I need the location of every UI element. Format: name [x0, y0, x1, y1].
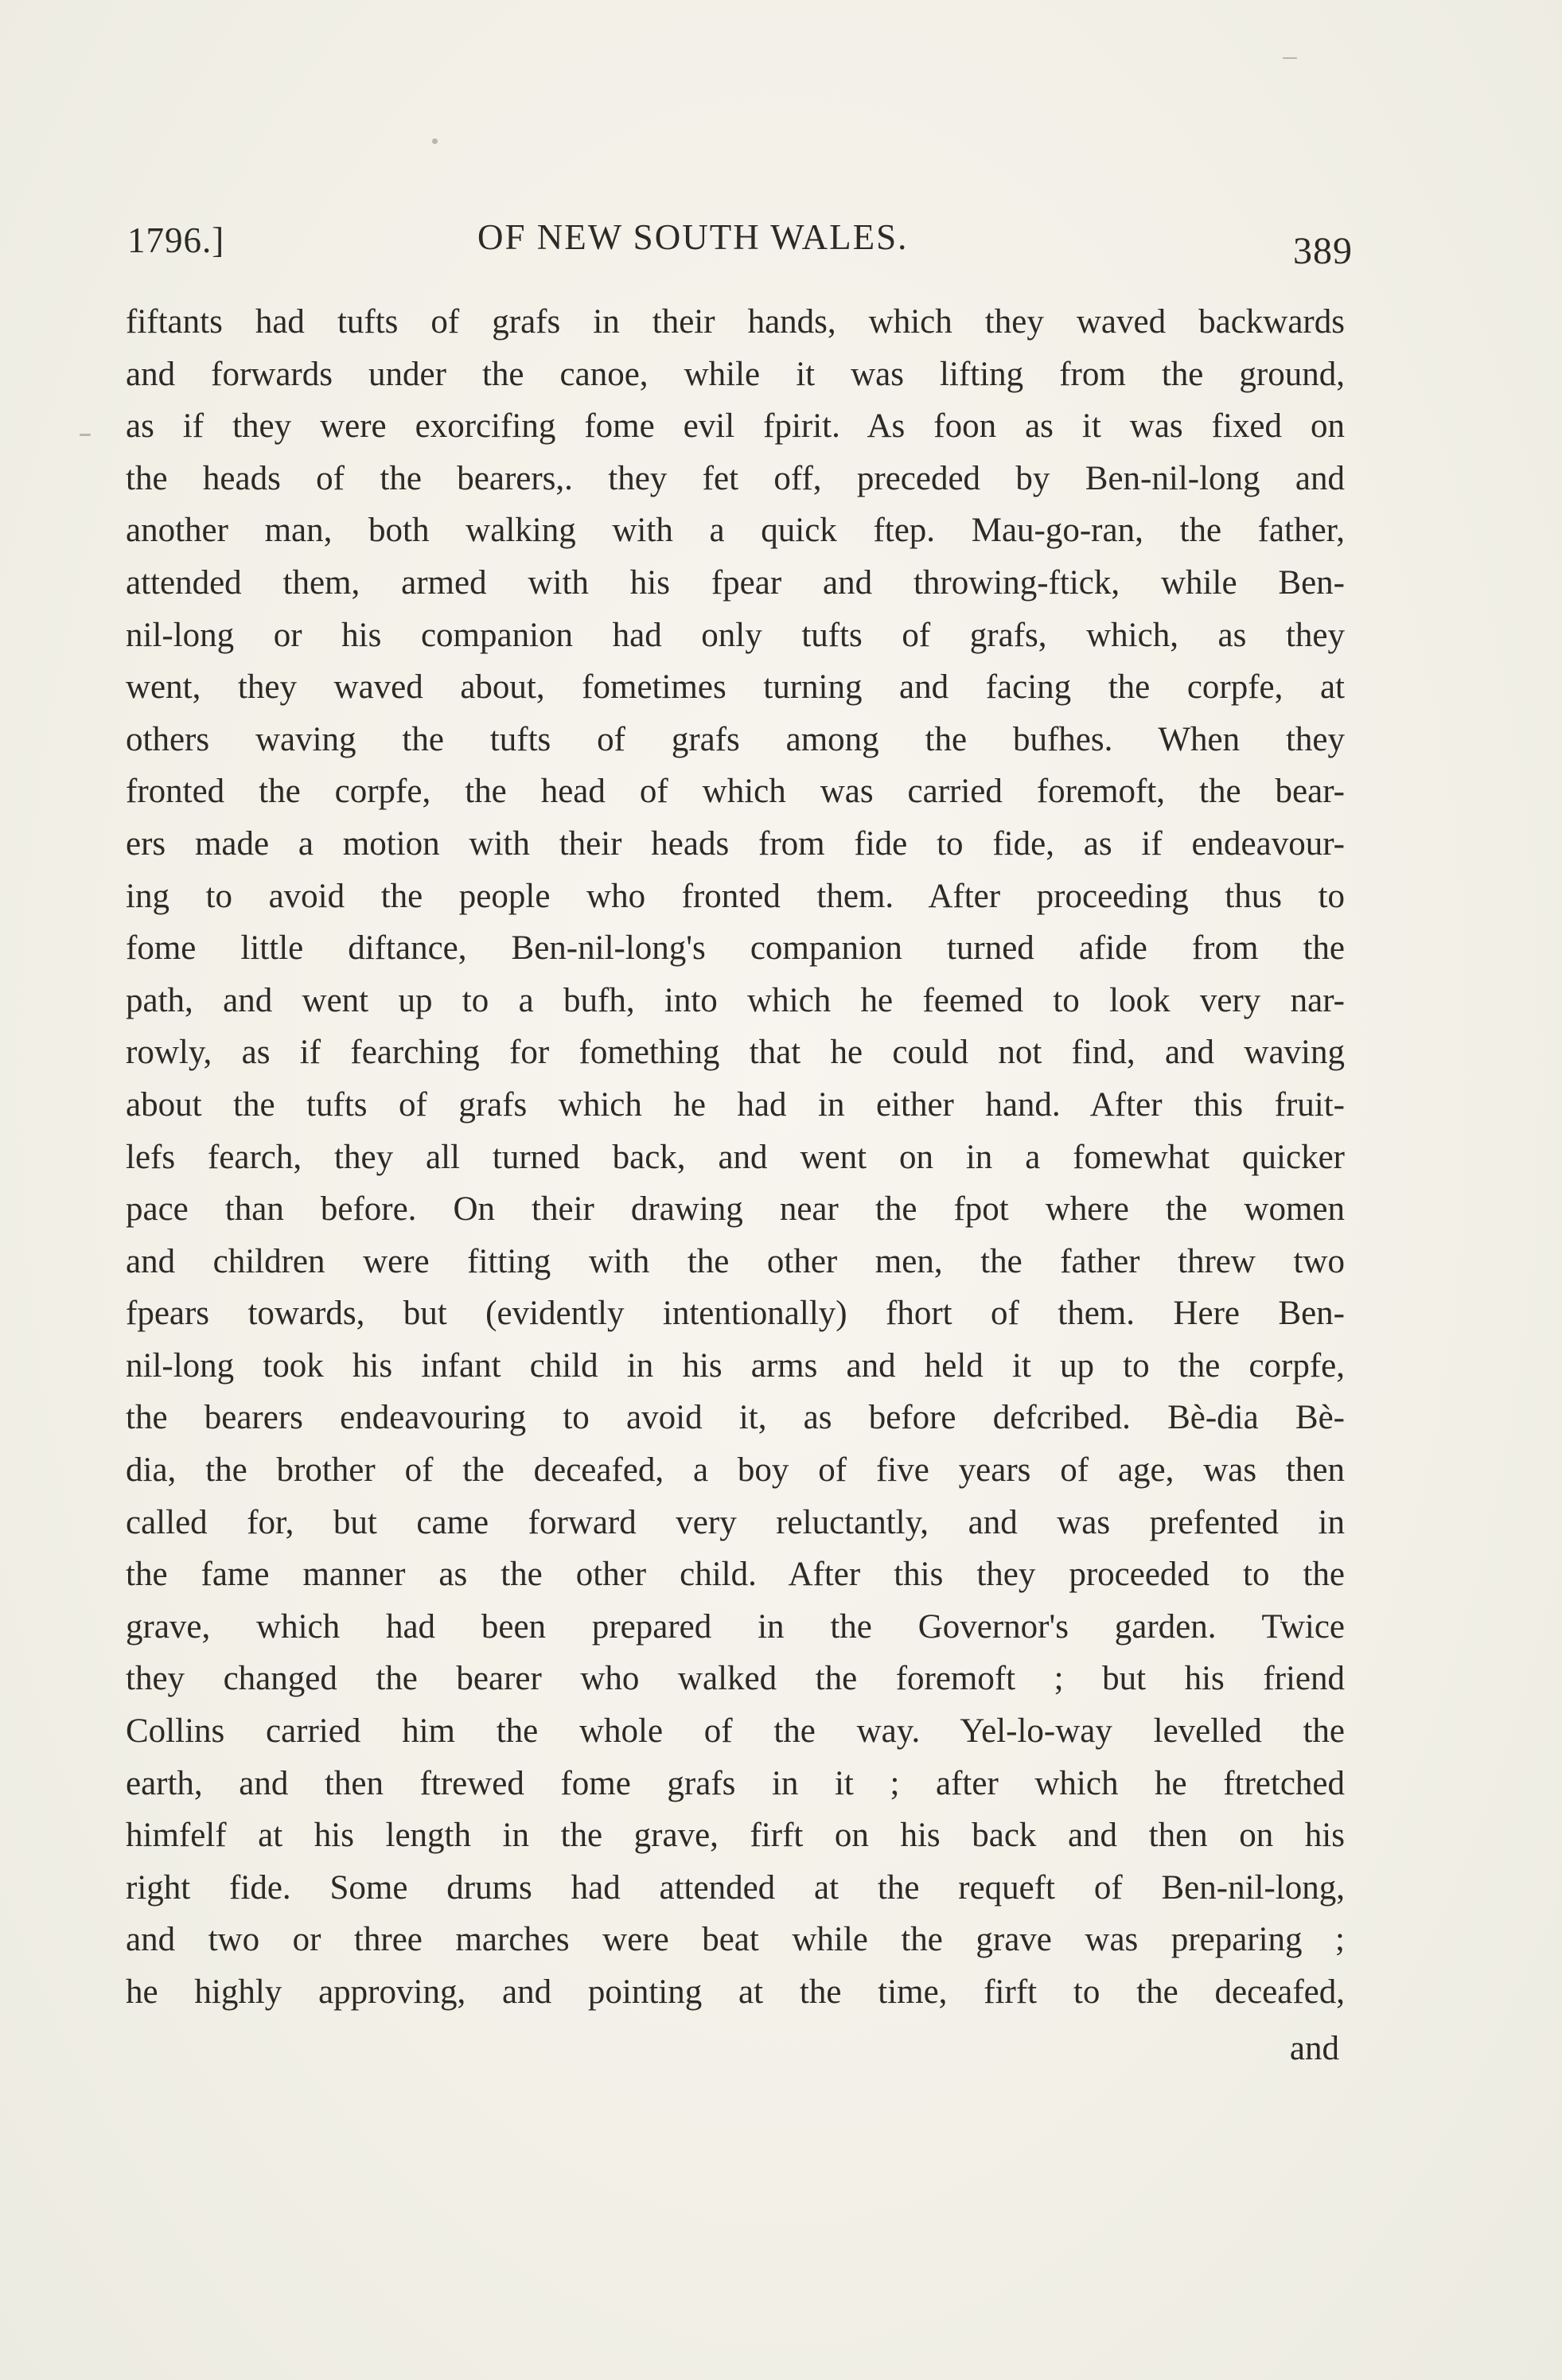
text-line: nil-long took his infant child in his arms and held it up to the corpfe,	[126, 1346, 1345, 1385]
paper-speck	[1283, 57, 1297, 59]
text-line: right fide. Some drums had attended at the requeft of Ben-nil-long,	[126, 1868, 1345, 1907]
text-line: and children were fitting with the other men, the father threw two	[126, 1242, 1345, 1280]
text-line: dia, the brother of the deceafed, a boy of five years of age, was then	[126, 1451, 1345, 1490]
text-line: attended them, armed with his fpear and throwing-ftick, while Ben-	[126, 563, 1345, 602]
text-line: the heads of the bearers,. they fet off, preceded by Ben-nil-long and	[126, 459, 1345, 497]
text-line: others waving the tufts of grafs among the bufhes. When they	[126, 720, 1345, 758]
text-line: himfelf at his length in the grave, firft on his back and then on his	[126, 1817, 1345, 1855]
text-line: ing to avoid the people who fronted them. After proceeding thus to	[126, 877, 1345, 915]
text-line: fiftants had tufts of grafs in their hands, which they waved backwards	[126, 303, 1345, 341]
running-head	[127, 213, 1353, 272]
text-line: called for, but came forward very reluctantly, and was prefented in	[126, 1503, 1345, 1541]
text-line: ers made a motion with their heads from fide to fide, as if endeavour-	[126, 824, 1345, 863]
text-line: nil-long or his companion had only tufts of grafs, which, as they	[126, 616, 1345, 654]
text-line: rowly, as if fearching for fomething that he could not find, and waving	[126, 1034, 1345, 1072]
text-line: fome little diftance, Ben-nil-long's companion turned afide from the	[126, 929, 1345, 968]
text-line: the fame manner as the other child. After this they proceeded to the	[126, 1556, 1345, 1594]
text-line: fronted the corpfe, the head of which was carried foremoft, the bear-	[126, 773, 1345, 811]
text-line: path, and went up to a bufh, into which he feemed to look very nar-	[126, 981, 1345, 1019]
text-line: he highly approving, and pointing at the time, firft to the deceafed,	[126, 1973, 1345, 2011]
text-line: pace than before. On their drawing near the fpot where the women	[126, 1190, 1345, 1229]
text-line: and forwards under the canoe, while it was lifting from the ground,	[126, 355, 1345, 393]
text-line: fpears towards, but (evidently intentionally) fhort of them. Here Ben-	[126, 1295, 1345, 1333]
running-head-year: 1796.]	[127, 220, 225, 260]
text-line: as if they were exorcifing fome evil fpirit. As foon as it was fixed on	[126, 407, 1345, 446]
text-line: and two or three marches were beat while the grave was preparing ;	[126, 1921, 1345, 1959]
paper-speck	[80, 434, 91, 436]
text-line: about the tufts of grafs which he had in either hand. After this fruit-	[126, 1085, 1345, 1124]
paper-speck	[432, 138, 438, 144]
body-text	[126, 296, 1345, 2019]
running-head-title: OF NEW SOUTH WALES.	[477, 217, 909, 257]
text-line: they changed the bearer who walked the foremoft ; but his friend	[126, 1660, 1345, 1698]
text-line: Collins carried him the whole of the way. Yel-lo-way levelled the	[126, 1712, 1345, 1751]
text-line: grave, which had been prepared in the Governor's garden. Twice	[126, 1607, 1345, 1646]
page-number: 389	[1293, 230, 1353, 272]
text-line: lefs fearch, they all turned back, and went on in a fomewhat quicker	[126, 1138, 1345, 1176]
text-line: earth, and then ftrewed fome grafs in it ; after which he ftretched	[126, 1764, 1345, 1802]
text-line: the bearers endeavouring to avoid it, as before defcribed. Bè-dia Bè-	[126, 1399, 1345, 1437]
text-line: went, they waved about, fometimes turning and facing the corpfe, at	[126, 668, 1345, 707]
catchword: and	[1289, 2030, 1339, 2067]
text-line: another man, both walking with a quick ftep. Mau-go-ran, the father,	[126, 512, 1345, 550]
